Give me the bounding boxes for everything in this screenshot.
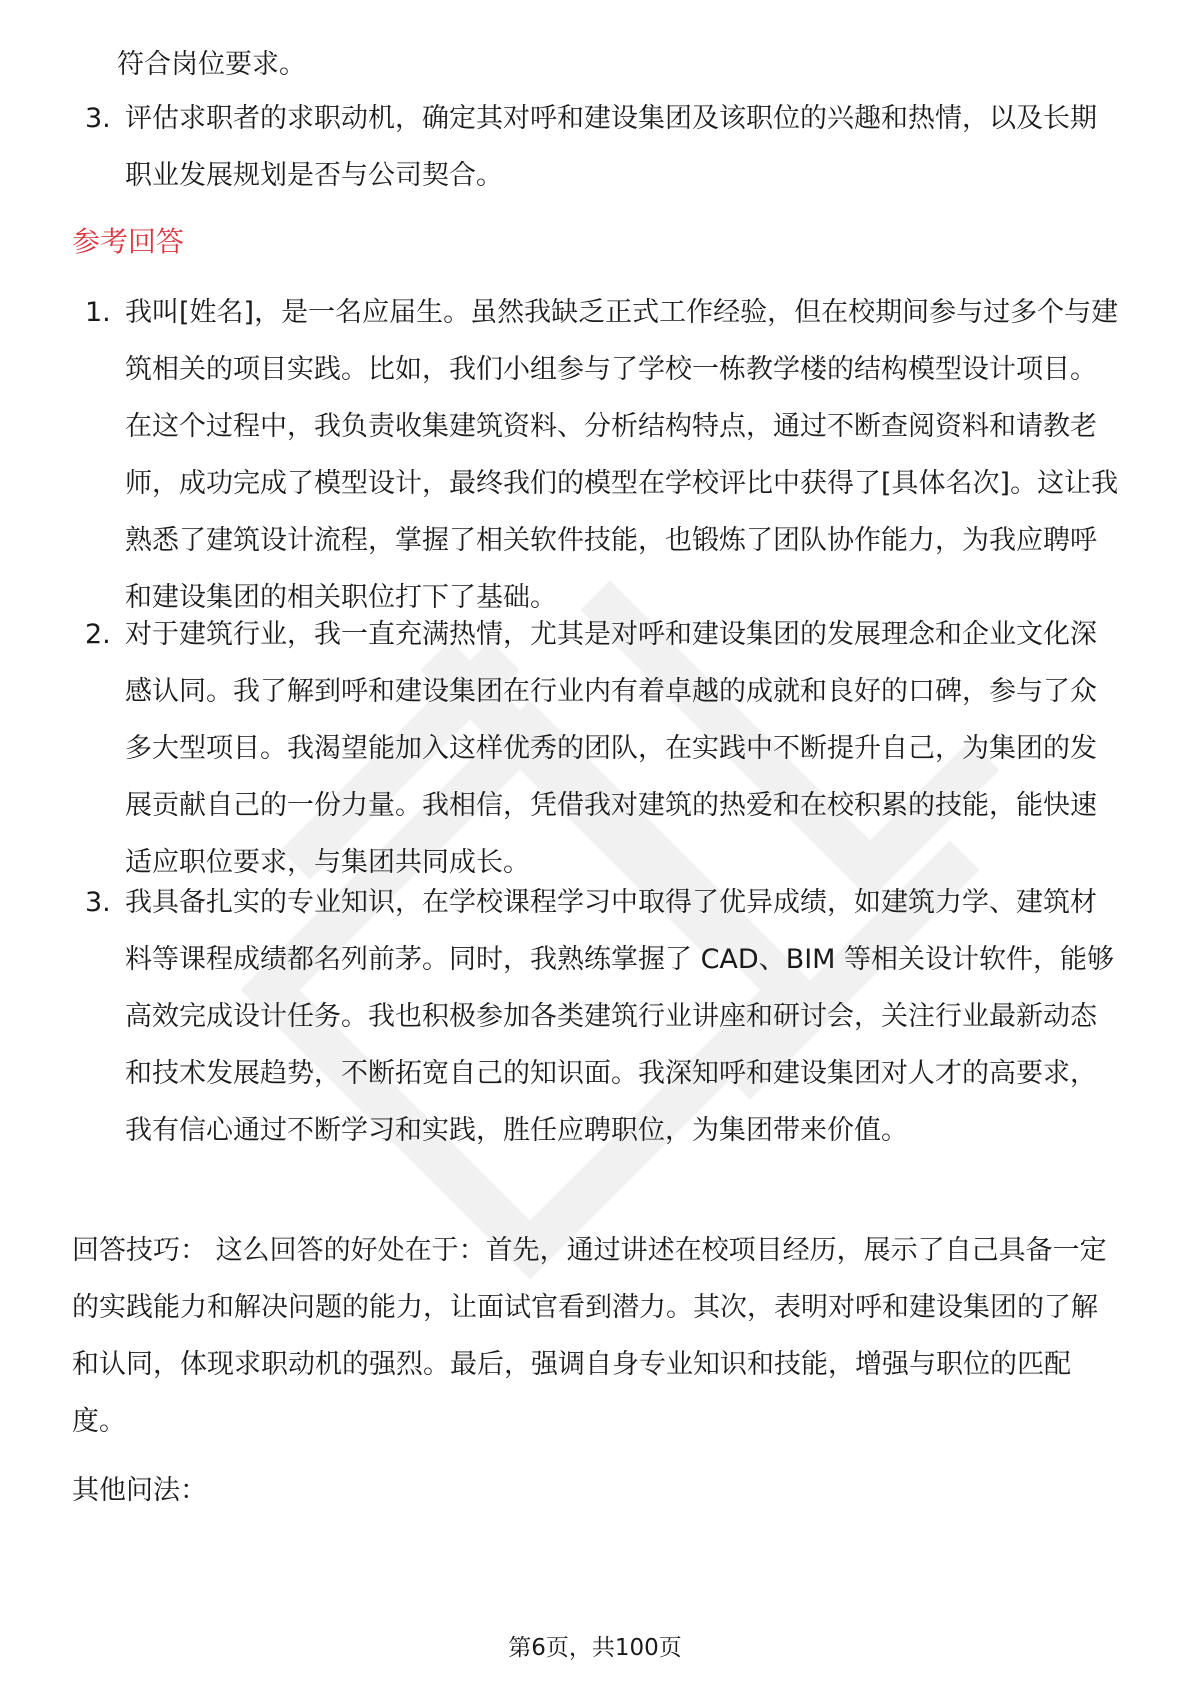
page-footer: 第6页，共100页	[508, 1635, 682, 1661]
list-text: 对于建筑行业，我一直充满热情，尤其是对呼和建设集团的发展理念和企业文化深感认同。我了解到呼和建设集团在行业内有着卓越的成就和良好的口碑，参与了众多大型项目。我渴望能加入这样优秀的团队，在实践中不断提升自己，为集团的发展贡献自己的一份力量。我相信，凭借我对建筑的热爱和在校积累的技能，能快速适应职位要求，与集团共同成长。	[125, 619, 1097, 878]
question-item-3	[80, 90, 1120, 204]
answer-item-2	[80, 606, 1120, 891]
answer-item-1	[80, 284, 1120, 626]
list-text: 我具备扎实的专业知识，在学校课程学习中取得了优异成绩，如建筑力学、建筑材料等课程成绩都名列前茅。同时，我熟练掌握了 CAD、BIM 等相关设计软件，能够高效完成设计任务。我也积极参加各类建筑行业讲座和研讨会，关注行业最新动态和技术发展趋势，不断拓宽自己的知识面。我深知呼和建设集团对人才的高要求，我有信心通过不断学习和实践，胜任应聘职位，为集团带来价值。	[125, 887, 1115, 1146]
list-number: 2.	[85, 619, 111, 650]
continued-text: 符合岗位要求。	[117, 49, 306, 80]
list-text: 我叫[姓名]，是一名应届生。虽然我缺乏正式工作经验，但在校期间参与过多个与建筑相关的项目实践。比如，我们小组参与了学校一栋教学楼的结构模型设计项目。在这个过程中，我负责收集建筑资料、分析结构特点，通过不断查阅资料和请教老师，成功完成了模型设计，最终我们的模型在学校评比中获得了[具体名次]。这让我熟悉了建筑设计流程，掌握了相关软件技能，也锻炼了团队协作能力，为我应聘呼和建设集团的相关职位打下了基础。	[125, 297, 1119, 613]
answer-tips: 回答技巧： 这么回答的好处在于：首先，通过讲述在校项目经历，展示了自己具备一定的实践能力和解决问题的能力，让面试官看到潜力。其次，表明对呼和建设集团的了解和认同，体现求职动机的强烈。最后，强调自身专业知识和技能，增强与职位的匹配度。	[72, 1235, 1107, 1437]
other-questions-label: 其他问法：	[72, 1475, 207, 1506]
list-number: 3.	[85, 887, 111, 918]
list-number: 1.	[85, 297, 111, 328]
section-title-reference-answer: 参考回答	[72, 225, 185, 258]
list-number: 3.	[85, 103, 111, 134]
answer-item-3	[80, 874, 1120, 1159]
list-text: 评估求职者的求职动机，确定其对呼和建设集团及该职位的兴趣和热情，以及长期职业发展规划是否与公司契合。	[125, 103, 1097, 191]
